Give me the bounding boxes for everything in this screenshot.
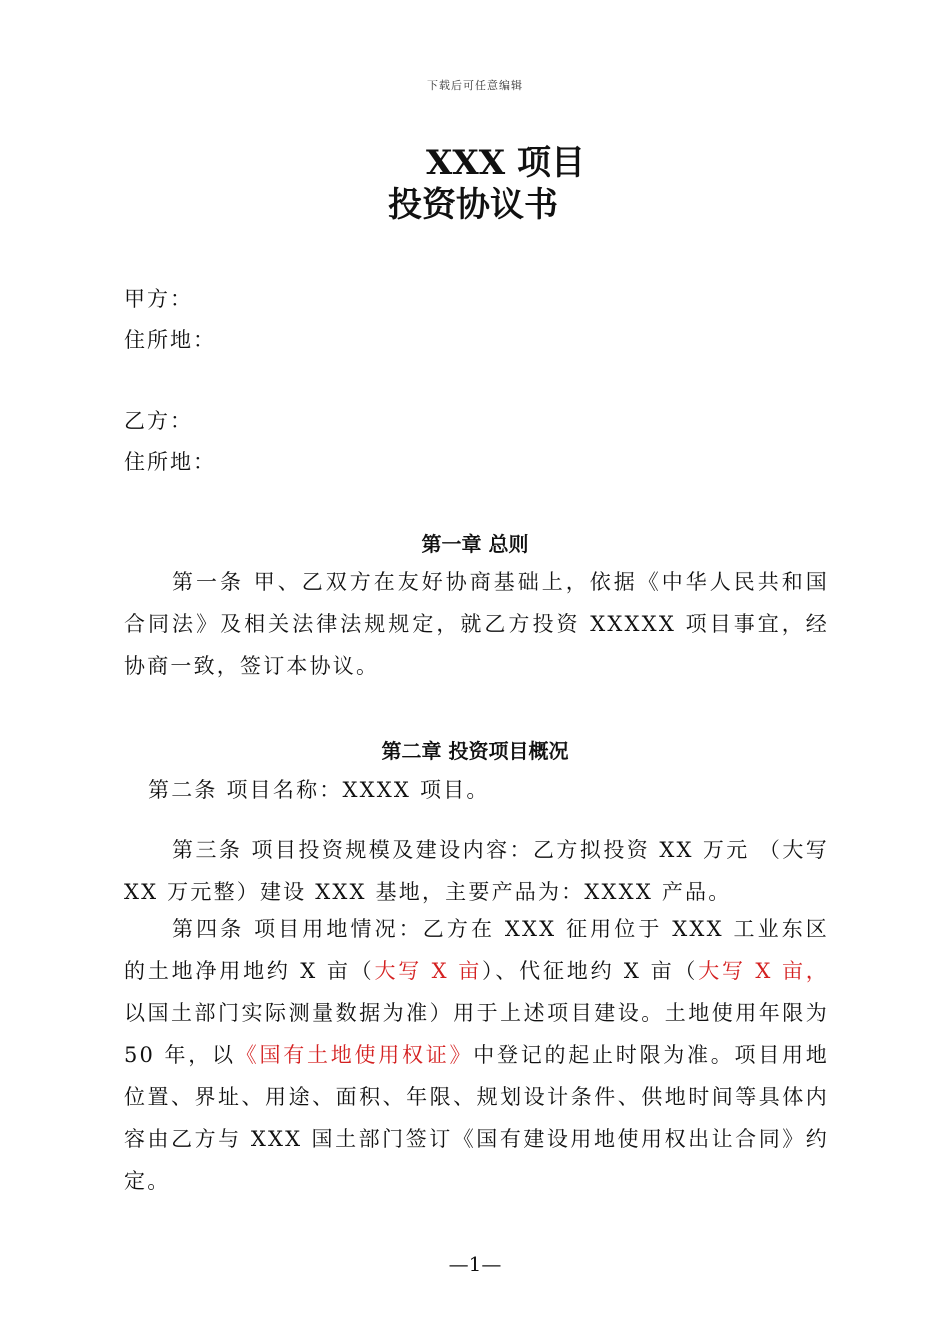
- document-title-line2: 投资协议书: [388, 185, 558, 225]
- party-b-label: 乙方：: [124, 409, 193, 433]
- article4-text-2: ）、代征地约 X 亩（: [482, 959, 699, 983]
- article4-paragraph: [124, 908, 829, 1202]
- article4-text-4: 中登记的起止时限为准。项目用地位置、界址、用途、面积、年限、规划设计条件、供地时间等具体内容由乙方与 XXX 国土部门签订《国有建设用地使用权出让合同》约定。: [124, 1043, 829, 1193]
- party-a-label: 甲方：: [124, 287, 193, 311]
- article4-highlight-1: 大写 X 亩: [374, 959, 483, 983]
- article1-paragraph: 第一条 甲、乙双方在友好协商基础上，依据《中华人民共和国合同法》及相关法律法规规定，就乙方投资 XXXXX 项目事宜，经协商一致，签订本协议。: [124, 570, 829, 678]
- article4-highlight-3: 《国有土地使用权证》: [235, 1043, 474, 1067]
- article2-paragraph: 第二条 项目名称：XXXX 项目。: [148, 778, 490, 802]
- party-b-address-label: 住所地：: [124, 450, 216, 474]
- article4-highlight-2: 大写 X 亩，: [698, 959, 829, 983]
- party-a-address-label: 住所地：: [124, 328, 216, 352]
- article4-text-3: 以国土部门实际测量数据为准）用于上述项目建设。土地使用年限为 50 年，以: [124, 1001, 829, 1067]
- document-title-line1: XXX 项目: [426, 143, 585, 183]
- article4-text-1: 第四条 项目用地情况：乙方在 XXX 征用位于 XXX 工业东区的土地净用地约 X 亩（: [124, 917, 829, 983]
- chapter2-heading: 第二章 投资项目概况: [381, 739, 569, 763]
- page-number: —1—: [448, 1252, 502, 1276]
- page-header: 下载后可任意编辑: [427, 79, 523, 92]
- chapter1-heading: 第一章 总则: [421, 532, 529, 556]
- article3-paragraph: 第三条 项目投资规模及建设内容：乙方拟投资 XX 万元 （大写 XX 万元整）建设 XXX 基地，主要产品为：XXXX 产品。: [124, 838, 829, 904]
